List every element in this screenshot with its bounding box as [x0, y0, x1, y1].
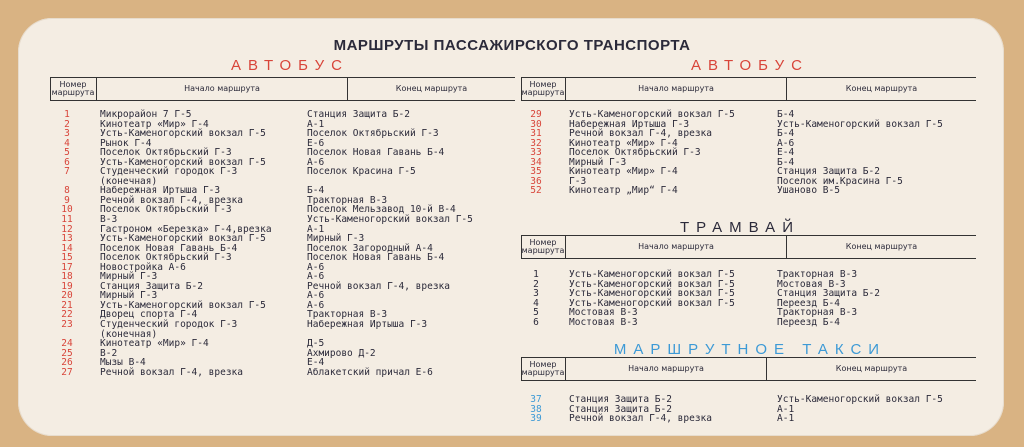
route-end: Поселок Октябрьский Г-3 — [307, 128, 439, 140]
end-header: Конец маршрута — [395, 84, 468, 93]
table-row — [55, 368, 515, 378]
route-number: 14 — [61, 242, 73, 254]
route-number: 39 — [530, 413, 542, 425]
route-start: Поселок Октябрьский Г-3 — [100, 252, 232, 264]
route-number: 30 — [530, 118, 542, 130]
route-end: Ахмирово Д-2 — [307, 347, 376, 359]
route-end: Б-4 — [777, 128, 795, 140]
route-start: Усть-Каменогорский вокзал Г-5 — [569, 288, 735, 300]
route-end: Поселок Новая Гавань Б-4 — [307, 252, 445, 264]
route-number: 6 — [533, 316, 539, 328]
route-start: Станция Защита Б-2 — [100, 280, 203, 292]
bus-heading-left: АВТОБУС — [230, 57, 350, 74]
route-end: Ушаново В-5 — [777, 185, 840, 197]
route-number: 5 — [533, 307, 539, 319]
route-start: Поселок Октябрьский Г-3 — [100, 204, 232, 216]
route-number: 22 — [61, 309, 73, 321]
route-number: 36 — [530, 175, 542, 187]
route-start: Набережная Иртыша Г-3 — [100, 185, 221, 197]
route-number: 23 — [61, 319, 73, 331]
table-row — [524, 186, 974, 196]
route-number: 1 — [64, 109, 70, 120]
taxi-header — [521, 357, 976, 381]
route-start: Рынок Г-4 — [100, 137, 152, 149]
route-number: 34 — [530, 156, 542, 168]
route-end: Мостовая В-3 — [777, 278, 846, 290]
table-row — [55, 339, 515, 349]
number-header: Номер маршрута — [521, 236, 566, 258]
route-start: (конечная) — [100, 175, 158, 187]
route-number: 18 — [61, 271, 73, 283]
route-start: Усть-Каменогорский вокзал Г-5 — [100, 128, 266, 140]
route-end: А-6 — [777, 137, 795, 149]
number-header: Номер маршрута — [521, 78, 566, 100]
route-number: 37 — [530, 394, 542, 405]
route-number: 20 — [61, 290, 73, 302]
route-number: 38 — [530, 403, 542, 415]
route-start: Усть-Каменогорский вокзал Г-5 — [569, 297, 735, 309]
route-number: 4 — [64, 137, 70, 149]
route-start: Поселок Новая Гавань Б-4 — [100, 242, 238, 254]
route-end: Набережная Иртыша Г-3 — [307, 319, 428, 331]
route-end: Станция Защита Б-2 — [307, 109, 410, 120]
route-number: 26 — [61, 357, 73, 369]
route-start: Поселок Октябрьский Г-3 — [100, 147, 232, 159]
end-header: Конец маршрута — [845, 242, 918, 251]
route-end: А-6 — [307, 290, 325, 302]
route-start: Усть-Каменогорский вокзал Г-5 — [100, 299, 266, 311]
route-end: Е-6 — [307, 137, 325, 149]
route-end: А-6 — [307, 299, 325, 311]
route-number: 15 — [61, 252, 73, 264]
route-number: 25 — [61, 347, 73, 359]
route-number: 7 — [64, 166, 70, 178]
route-number: 33 — [530, 147, 542, 159]
route-start: Кинотеатр „Мир“ Г-4 — [569, 185, 678, 197]
table-row — [524, 318, 974, 328]
route-number: 10 — [61, 204, 73, 216]
bus-right-list — [524, 110, 974, 196]
start-header: Начало маршрута — [566, 78, 787, 100]
route-end: А-6 — [307, 271, 325, 283]
tram-heading: ТРАМВАЙ — [680, 219, 800, 236]
start-header: Начало маршрута — [97, 78, 348, 100]
route-end: Б-4 — [307, 185, 325, 197]
route-start: Усть-Каменогорский вокзал Г-5 — [569, 109, 735, 120]
route-number: 8 — [64, 185, 70, 197]
number-header: Номер маршрута — [50, 78, 97, 100]
route-number: 29 — [530, 109, 542, 120]
route-start: Речной вокзал Г-4, врезка — [100, 366, 243, 378]
route-end: Усть-Каменогорский вокзал Г-5 — [307, 214, 473, 226]
route-start: Речной вокзал Г-4, врезка — [569, 128, 712, 140]
route-end: Тракторная В-3 — [307, 309, 388, 321]
route-end: А-1 — [777, 413, 795, 425]
route-number: 35 — [530, 166, 542, 178]
route-start: Студенческий городок Г-3 — [100, 319, 238, 331]
route-start: Мостовая В-3 — [569, 307, 638, 319]
route-start: Кинотеатр «Мир» Г-4 — [569, 137, 678, 149]
route-end: А-1 — [307, 118, 325, 130]
route-start: Станция Защита Б-2 — [569, 394, 672, 405]
route-start: Речной вокзал Г-4, врезка — [100, 194, 243, 206]
route-number: 27 — [61, 366, 73, 378]
route-start: Кинотеатр «Мир» Г-4 — [100, 118, 209, 130]
route-end: Поселок Мельзавод 10-й В-4 — [307, 204, 456, 216]
bus-heading-right: АВТОБУС — [690, 57, 810, 74]
route-end: Мирный Г-3 — [307, 233, 365, 245]
end-header: Конец маршрута — [845, 84, 918, 93]
route-start: Поселок Октябрьский Г-3 — [569, 147, 701, 159]
number-header: Номер маршрута — [521, 358, 566, 380]
route-number: 2 — [533, 278, 539, 290]
route-start: Г-3 — [569, 175, 587, 187]
route-end: Переезд Б-4 — [777, 297, 840, 309]
route-start: Дворец спорта Г-4 — [100, 309, 198, 321]
route-end: А-1 — [307, 223, 325, 235]
route-number: 24 — [61, 338, 73, 350]
route-start: Гастроном «Березка» Г-4,врезка — [100, 223, 272, 235]
route-start: Студенческий городок Г-3 — [100, 166, 238, 178]
route-end: Станция Защита Б-2 — [777, 166, 880, 178]
route-end: Станция Защита Б-2 — [777, 288, 880, 300]
route-end: Поселок Загородный А-4 — [307, 242, 433, 254]
route-number: 13 — [61, 233, 73, 245]
route-end: А-1 — [777, 403, 795, 415]
route-end: Переезд Б-4 — [777, 316, 840, 328]
route-start: Усть-Каменогорский вокзал Г-5 — [100, 233, 266, 245]
route-end: А-6 — [307, 156, 325, 168]
route-end: Поселок Новая Гавань Б-4 — [307, 147, 445, 159]
route-start: Усть-Каменогорский вокзал Г-5 — [569, 269, 735, 280]
route-start: Набережная Иртыша Г-3 — [569, 118, 690, 130]
route-end: Поселок им.Красина Г-5 — [777, 175, 903, 187]
route-end: Тракторная В-3 — [777, 307, 858, 319]
route-start: Кинотеатр «Мир» Г-4 — [100, 338, 209, 350]
route-end: Усть-Каменогорский вокзал Г-5 — [777, 118, 943, 130]
route-number: 12 — [61, 223, 73, 235]
page-title: МАРШРУТЫ ПАССАЖИРСКОГО ТРАНСПОРТА — [333, 37, 691, 54]
route-end: Е-4 — [777, 147, 795, 159]
route-start: Речной вокзал Г-4, врезка — [569, 413, 712, 425]
bus-right-header — [521, 77, 976, 101]
taxi-list — [524, 395, 974, 424]
route-end: Б-4 — [777, 156, 795, 168]
route-start: Усть-Каменогорский вокзал Г-5 — [100, 156, 266, 168]
tram-list — [524, 270, 974, 327]
tram-header — [521, 235, 976, 259]
route-number: 6 — [64, 156, 70, 168]
route-number: 31 — [530, 128, 542, 140]
route-start: Мирный Г-3 — [569, 156, 627, 168]
route-number: 4 — [533, 297, 539, 309]
route-number: 3 — [533, 288, 539, 300]
route-end: Усть-Каменогорский вокзал Г-5 — [777, 394, 943, 405]
route-number: 21 — [61, 299, 73, 311]
route-end: Речной вокзал Г-4, врезка — [307, 280, 450, 292]
route-end: Е-4 — [307, 357, 325, 369]
route-start: Мирный Г-3 — [100, 271, 158, 283]
route-number: 32 — [530, 137, 542, 149]
route-number: 11 — [61, 214, 73, 226]
route-number: 19 — [61, 280, 73, 292]
route-start: Мирный Г-3 — [100, 290, 158, 302]
route-end: Поселок Красина Г-5 — [307, 166, 416, 178]
route-start: Кинотеатр «Мир» Г-4 — [569, 166, 678, 178]
bus-left-header — [50, 77, 515, 101]
route-number: 3 — [64, 128, 70, 140]
route-start: Микрорайон 7 Г-5 — [100, 109, 192, 120]
start-header: Начало маршрута — [566, 358, 767, 380]
route-end: Аблакетский причал Е-6 — [307, 366, 433, 378]
route-number: 17 — [61, 261, 73, 273]
route-start: В-2 — [100, 347, 118, 359]
route-start: Усть-Каменогорский вокзал Г-5 — [569, 278, 735, 290]
start-header: Начало маршрута — [566, 236, 787, 258]
route-number: 1 — [533, 269, 539, 280]
end-header: Конец маршрута — [835, 364, 908, 373]
route-start: Мостовая В-3 — [569, 316, 638, 328]
taxi-heading: МАРШРУТНОЕ ТАКСИ — [613, 341, 887, 358]
route-start: Новостройка А-6 — [100, 261, 186, 273]
route-number: 5 — [64, 147, 70, 159]
route-end: Тракторная В-3 — [307, 194, 388, 206]
route-end: Д-5 — [307, 338, 325, 350]
route-number: 9 — [64, 194, 70, 206]
route-start: Станция Защита Б-2 — [569, 403, 672, 415]
table-row — [524, 167, 974, 177]
table-row — [524, 414, 974, 424]
route-start: (конечная) — [100, 328, 158, 340]
route-end: А-6 — [307, 261, 325, 273]
bus-left-list — [55, 110, 515, 377]
route-start: Мызы В-4 — [100, 357, 146, 369]
route-number: 2 — [64, 118, 70, 130]
route-start: В-3 — [100, 214, 118, 226]
route-end: Тракторная В-3 — [777, 269, 858, 280]
route-number: 52 — [530, 185, 542, 197]
route-end: Б-4 — [777, 109, 795, 120]
